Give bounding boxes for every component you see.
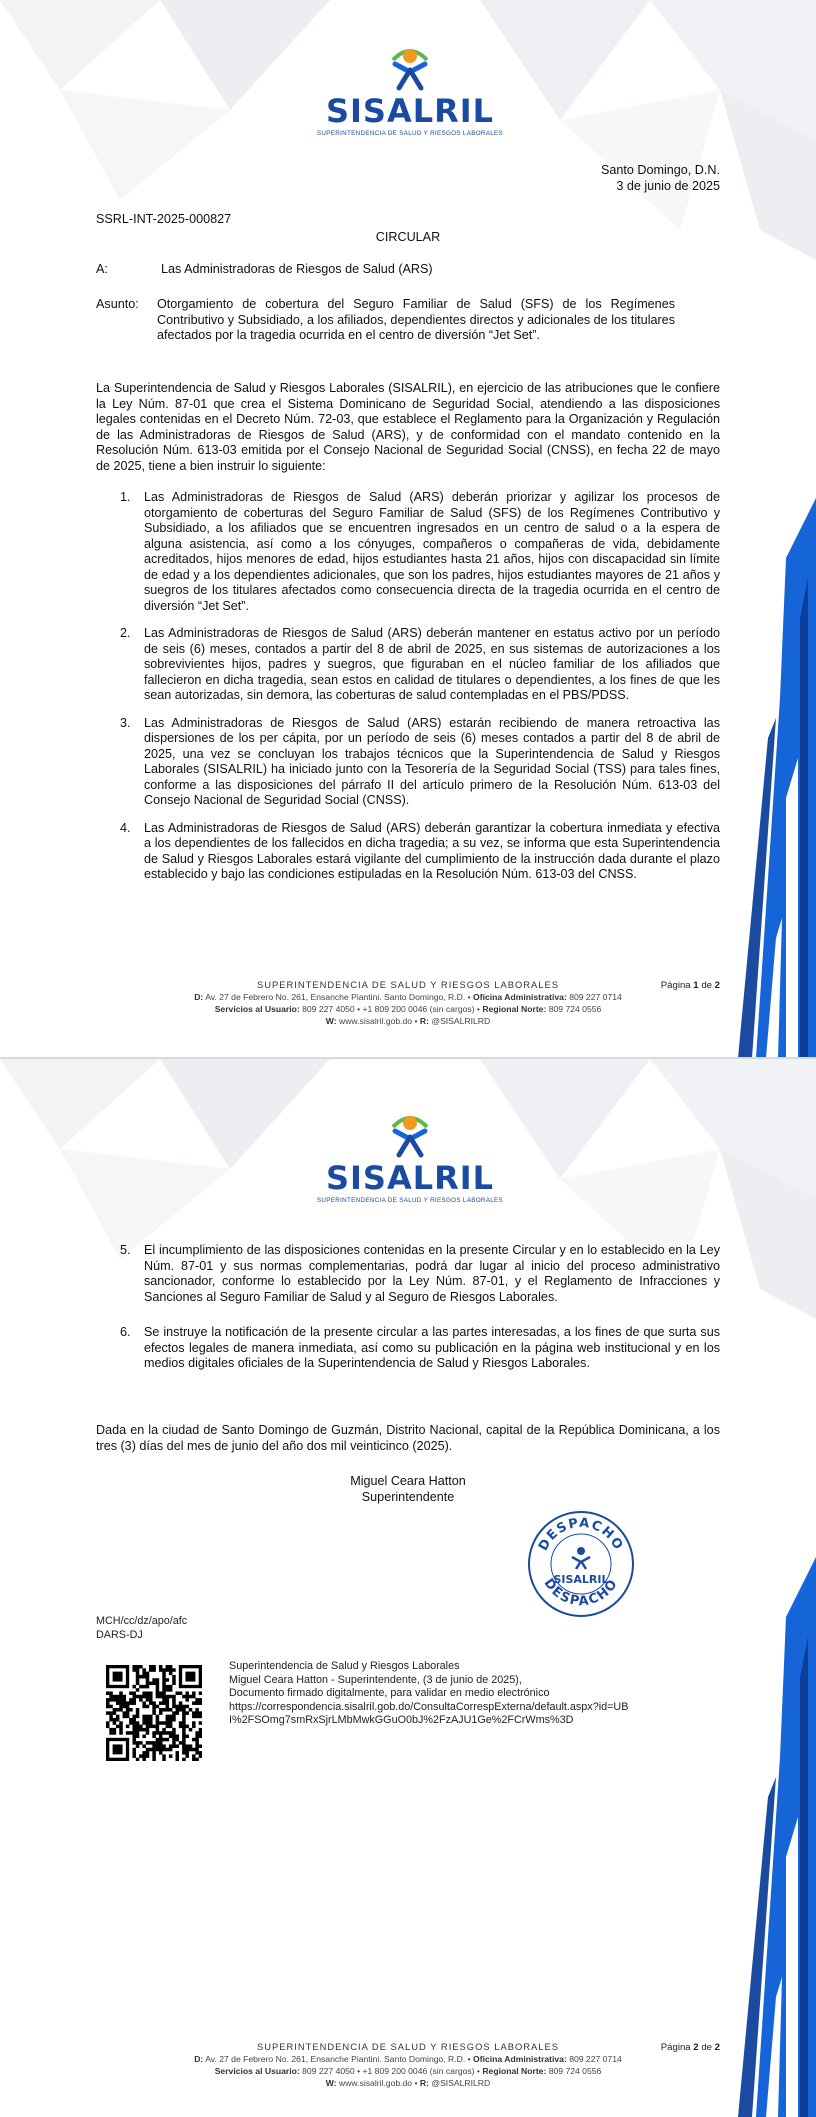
list-item: 1. Las Administradoras de Riesgos de Salud (ARS) deberán priorizar y agilizar los procesos de otorgamiento de coberturas del Seguro Familiar de Salud (SFS) de los Regímenes Contributivo y Subsidiado, a los afiliados que se encuentren ingresados en un centro de salud o a la espera de alguna asistencia, así como a los cónyuges, compañeros o compañeras de vida, debidamente acreditados, hijos menores de edad, hijos estudiantes hasta 21 años, hijos con discapacidad sin límite de edad y a los dependientes adicionales, que son los padres, hijos estudiantes mayores de 21 años y suegros de los titulares afectados como consecuencia directa de la tragedia ocurrida en el centro de diversión “Jet Set”. [120,490,720,613]
footer-phones-line: Servicios al Usuario: 809 227 4050 • +1 809 200 0046 (sin cargos) • Regional Norte: 809 724 0556 [214,1004,602,1014]
instruction-list-page-2 [120,1243,720,1372]
digital-signature-block: Superintendencia de Salud y Riesgos Laborales Miguel Ceara Hatton - Superintendente, (3 de junio de 2025), Documento firmado digitalmente, para validar en medio electrónico https://correspondencia.sisalril.gob.do/ConsultaCorrespExterna/default.aspx?id=UB I%2FSOmg7smRxSjrLMbMwkGGuO0bJ%2FzAJU1Ge%2FCrWms%3D [229,1660,709,1728]
footer-web-link[interactable]: www.sisalril.gob.do [339,1016,413,1026]
intro-paragraph: La Superintendencia de Salud y Riesgos Laborales (SISALRIL), en ejercicio de las atribuciones que le confiere la Ley Núm. 87-01 que crea el Sistema Dominicano de Seguridad Social, atendiendo a las disposiciones legales contenidas en el Decreto Núm. 72-03, que establece el Reglamento para la Organización y Regulación de las Administradoras de Riesgos de Salud (ARS), y de conformidad con el mandato contenido en la Resolución Núm. 613-03 emitida por el Consejo Nacional de Seguridad Social (CNSS), en fecha 22 de mayo de 2025, tiene a bien instruir lo siguiente: [96,381,720,473]
logo-wordmark: SISALRIL [325,92,495,130]
subject-value: Otorgamiento de cobertura del Seguro Familiar de Salud (SFS) de los Regímenes Contributivo y Subsidiado, a los afiliados, dependientes directos y adicionales de los titulares afectados por la tragedia ocurrida en el centro de diversión “Jet Set”. [157,297,675,342]
page-2 [0,1059,816,2117]
footer-address-line: D: Av. 27 de Febrero No. 261, Ensanche Piantini. Santo Domingo, R.D. • Oficina Administrativa: 809 227 0714 [194,2054,622,2064]
subject-label: Asunto: [96,297,139,311]
footer-web-link[interactable]: www.sisalril.gob.do [339,2078,413,2088]
date: 3 de junio de 2025 [616,178,720,193]
logo-wordmark: SISALRIL [325,1159,495,1197]
sisalril-logo [315,40,505,155]
footer [0,2041,816,2089]
footer-phones-line: Servicios al Usuario: 809 227 4050 • +1 809 200 0046 (sin cargos) • Regional Norte: 809 724 0556 [214,2066,602,2076]
reference-number: SSRL-INT-2025-000827 [96,212,232,226]
footer-heading: SUPERINTENDENCIA DE SALUD Y RIESGOS LABORALES [256,2041,560,2052]
list-item: 4. Las Administradoras de Riesgos de Salud (ARS) deberán garantizar la cobertura inmediata y efectiva a los dependientes de los fallecidos en dicha tragedia; a su vez, se informa que esta Superintendencia de Salud y Riesgos Laborales estará vigilante del cumplimiento de la instrucción dada durante el plazo establecido y bajo las condiciones estipuladas en la Resolución Núm. 613-03 del CNSS. [120,820,720,881]
seal-top-text: DESPACHO [536,1515,626,1554]
list-item: 2. Las Administradoras de Riesgos de Salud (ARS) deberán mantener en estatus activo por un período de seis (6) meses, contados a partir del 8 de abril de 2025, en sus sistemas de autorizaciones a los sobrevivientes hijos, padres y suegros, que figuraban en el núcleo familiar de los afiliados que fallecieron en dicha tragedia, sean estos en calidad de titulares o dependientes, a los fines de que les sean autorizadas, sin demora, las coberturas de salud contempladas en el PBS/PDSS. [120,626,720,702]
validation-url[interactable]: https://correspondencia.sisalril.gob.do/ConsultaCorrespExterna/default.aspx?id=UB [229,1700,629,1713]
footer-heading: SUPERINTENDENCIA DE SALUD Y RIESGOS LABORALES [256,979,560,990]
footer-web-line: W: www.sisalril.gob.do • R: @SISALRILRD [325,2078,491,2088]
logo-person-icon [385,1107,435,1159]
to-value: Las Administradoras de Riesgos de Salud (ARS) [161,262,433,276]
page-number: Página 1 de 2 [660,980,720,991]
signatory-name: Miguel Ceara Hatton [350,1474,466,1488]
footer [0,979,816,1027]
signatory-title: Superintendente [361,1489,455,1504]
footer-address-line: D: Av. 27 de Febrero No. 261, Ensanche Piantini. Santo Domingo, R.D. • Oficina Administrativa: 809 227 0714 [194,992,622,1002]
initials-block [96,1615,187,1642]
logo-subtitle: SUPERINTENDENCIA DE SALUD Y RIESGOS LABORALES [316,1197,504,1204]
list-item: 5. El incumplimiento de las disposiciones contenidas en la presente Circular y en lo establecido en la Ley Núm. 87-01 y sus normas complementarias, podrá dar lugar al inicio del proceso administrativo sancionador, conforme lo establecido por la Ley Núm. 87-01, y el Reglamento de Infracciones y Sanciones al Seguro Familiar de Salud y al Seguro de Riesgos Laborales. [120,1243,720,1304]
despacho-seal [526,1509,636,1619]
decorative-stripes [736,498,816,1058]
closing-paragraph: Dada en la ciudad de Santo Domingo de Guzmán, Distrito Nacional, capital de la República Dominicana, a los tres (3) días del mes de junio del año dos mil veinticinco (2025). [96,1423,720,1453]
document-type: CIRCULAR [375,230,441,244]
qr-code [106,1665,202,1761]
instruction-list-page-1 [120,490,720,883]
signatory [288,1474,528,1505]
page-1 [0,0,816,1058]
logo-person-icon [385,40,435,92]
seal-bottom-text: DESPACHO [540,1576,622,1610]
logo-subtitle: SUPERINTENDENCIA DE SALUD Y RIESGOS LABORALES [316,130,504,137]
date-block [480,163,720,194]
seal-center-text: SISALRIL [553,1573,609,1586]
list-item: 3. Las Administradoras de Riesgos de Salud (ARS) estarán recibiendo de manera retroactiva las dispersiones de los per cápita, por un período de seis (6) meses contados a partir del 8 de abril de 2025, una vez se concluyan los trabajos técnicos que la Superintendencia de Salud y Riesgos Laborales (SISALRIL) ha iniciado junto con la Tesorería de la Seguridad Social (TSS) para tales fines, conforme a las disposiciones del párrafo II del artículo primero de la Resolución Núm. 613-03 del Consejo Nacional de Seguridad Social (CNSS). [120,715,720,807]
initials: MCH/cc/dz/apo/afc [96,1615,188,1627]
page-number: Página 2 de 2 [660,2042,720,2053]
city: Santo Domingo, D.N. [601,163,720,177]
sisalril-logo [315,1107,505,1222]
list-item: 6. Se instruye la notificación de la presente circular a las partes interesadas, a los fines de que surta sus efectos legales de manera inmediata, así como su publicación en la página web institucional y en los medios digitales oficiales de la Superintendencia de Salud y Riesgos Laborales. [120,1325,720,1370]
decorative-stripes [736,1557,816,2117]
seal-person-icon [572,1547,590,1569]
department: DARS-DJ [96,1628,143,1641]
footer-web-line: W: www.sisalril.gob.do • R: @SISALRILRD [325,1016,491,1026]
to-label: A: [96,262,108,276]
